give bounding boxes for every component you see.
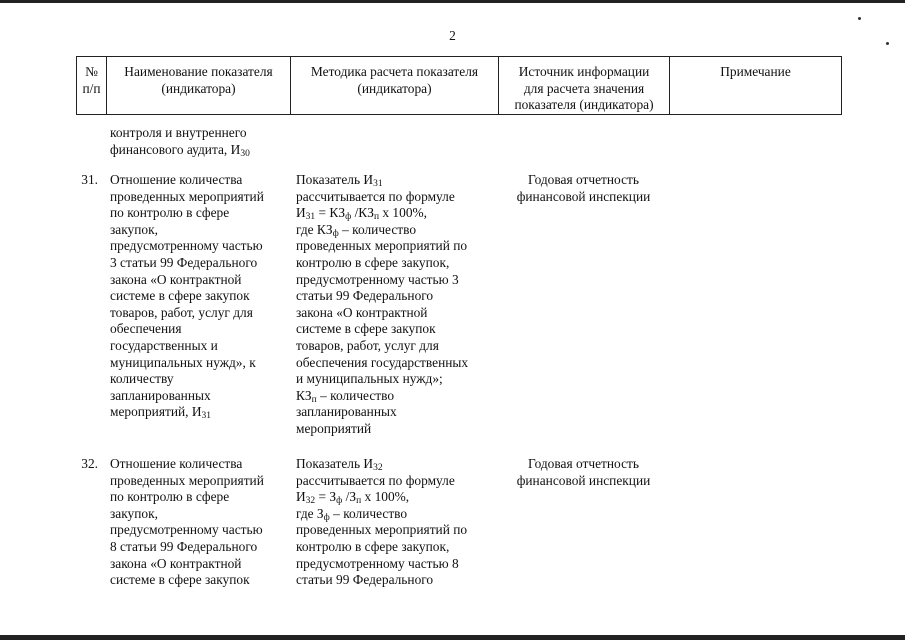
row-31-num: 31. [81, 172, 98, 187]
header-method [290, 56, 498, 115]
row-32-method-head-sub: 32 [373, 463, 383, 473]
f-a-sub: 32 [305, 496, 316, 507]
row-31-formula [296, 205, 428, 223]
row-31-def1-a-sub: ф [332, 228, 339, 239]
row-31-def2-a: КЗ [296, 387, 312, 403]
scan-speck [858, 17, 861, 20]
row-32-method-l2: рассчитывается по формуле [296, 472, 455, 488]
row-32-method-head: Показатель И [296, 456, 374, 471]
header-name [106, 56, 290, 115]
row-31-method-head-sub: 31 [373, 179, 383, 189]
f-b-sub: ф [336, 496, 343, 507]
header-note-label: Примечание [720, 64, 791, 79]
f-d: х 100%, [361, 489, 410, 505]
page-number: 2 [449, 28, 456, 43]
f-d: х 100%, [379, 205, 428, 221]
f-b-sub: ф [345, 212, 352, 223]
row-31-method-l2: рассчитывается по формуле [296, 188, 455, 204]
row-31-def2-a-sub: п [311, 394, 317, 405]
row-31-def2-b: – количество запланированных мероприятий [296, 387, 397, 436]
row-32-def1-a-sub: ф [323, 512, 330, 523]
f-c-sub: п [356, 496, 362, 507]
header-note [669, 56, 842, 115]
row-32-method [296, 456, 498, 589]
f-a-sub: 31 [305, 212, 316, 223]
top-border [0, 0, 905, 3]
f-b: = З [315, 489, 337, 505]
f-c: /КЗ [351, 205, 374, 221]
row-31-source: Годовая отчетность финансовой инспекции [516, 172, 651, 204]
row-32-def1-b: – количество проведенных мероприятий по контролю в сфере закупок, предусмотренному частью 8 статьи 99 Федерального [296, 505, 468, 588]
continued-name-cell [110, 125, 290, 158]
f-c: /З [342, 489, 357, 505]
row-31-method [296, 172, 498, 438]
row-31-def1-b: – количество проведенных мероприятий по контролю в сфере закупок, предусмотренному частью 3 статьи 99 Федерального закона «О контрактной системе в сфере закупок товаров, работ, услуг для обеспечения государственных и муниципальных нужд»; [296, 221, 469, 387]
header-num [76, 56, 106, 115]
row-31-def1-a: где КЗ [296, 221, 333, 237]
row-31-method-head: Показатель И [296, 172, 374, 187]
row-32-num: 32. [81, 456, 98, 471]
row-32-formula [296, 489, 410, 507]
bottom-border [0, 635, 905, 640]
continued-name-sub: 30 [240, 148, 250, 159]
header-method-label: Методика расчета показателя (индикатора) [310, 64, 479, 96]
header-source [498, 56, 669, 115]
continued-name-text: контроля и внутреннего финансового аудита, И [110, 125, 247, 157]
row-32-source: Годовая отчетность финансовой инспекции [516, 456, 651, 488]
f-c-sub: п [373, 212, 380, 223]
header-name-label: Наименование показателя (индикатора) [124, 64, 273, 96]
row-32-name: Отношение количества проведенных мероприятий по контролю в сфере закупок, предусмотренному частью 8 статьи 99 Федерального закона «О контрактной системе в сфере закупок [110, 456, 264, 588]
row-32-def1-a: где З [296, 505, 324, 521]
row-31-name [110, 172, 292, 421]
row-31-name-text: Отношение количества проведенных мероприятий по контролю в сфере закупок, предусмотренному частью 3 статьи 99 Федерального закона «О контрактной системе в сфере закупок товаров, работ, услуг для обеспечения государственных и муниципальных нужд», к количеству запланированных мероприятий, И [110, 172, 264, 420]
f-b: = КЗ [315, 205, 346, 221]
row-31-name-sub: 31 [201, 411, 212, 422]
header-num-label: № п/п [82, 64, 101, 96]
header-source-label: Источник информации для расчета значения показателя (индикатора) [514, 64, 654, 113]
f-a: И [296, 205, 306, 221]
f-a: И [296, 489, 306, 505]
